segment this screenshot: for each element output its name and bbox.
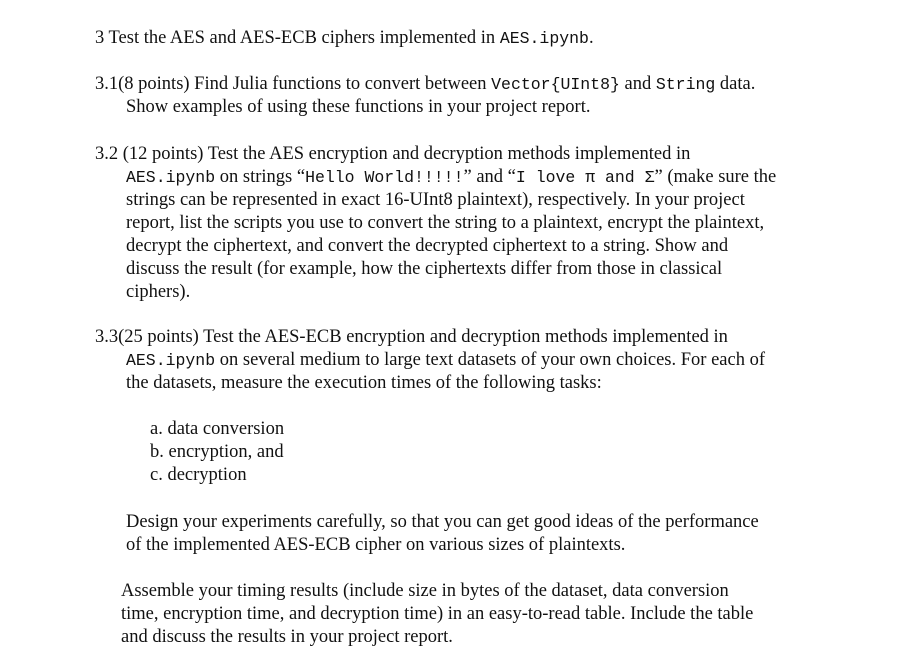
q32-line-5: decrypt the ciphertext, and convert the decrypted ciphertext to a string. Show and bbox=[126, 236, 729, 256]
heading-text: 3 Test the AES and AES-ECB ciphers implemented in bbox=[95, 28, 500, 48]
design-paragraph bbox=[126, 511, 759, 557]
assemble-line-2: time, encryption time, and decryption time) in an easy-to-read table. Include the table bbox=[121, 604, 754, 624]
q32-text-c: ” (make sure the bbox=[654, 167, 777, 187]
question-3-2 bbox=[95, 143, 776, 304]
q32-line-7: ciphers). bbox=[126, 282, 191, 302]
q33-line-1: 3.3(25 points) Test the AES-ECB encryption and decryption methods implemented in bbox=[95, 327, 728, 347]
q32-line-2 bbox=[95, 166, 776, 189]
q32-code-file: AES.ipynb bbox=[126, 168, 216, 187]
q31-line-2: Show examples of using these functions in your project report. bbox=[126, 97, 591, 117]
q31-text-c: data. bbox=[715, 74, 756, 94]
heading-filename: AES.ipynb bbox=[499, 29, 589, 48]
q33-text-a: on several medium to large text datasets of your own choices. For each of bbox=[215, 350, 765, 370]
task-item-a: a. data conversion bbox=[150, 419, 285, 439]
question-3-1 bbox=[95, 73, 755, 119]
q32-line-4: report, list the scripts you use to convert the string to a plaintext, encrypt the plaintext, bbox=[126, 213, 765, 233]
q31-text-a: 3.1(8 points) Find Julia functions to convert between bbox=[95, 74, 492, 94]
q32-line-3: strings can be represented in exact 16-UInt8 plaintext), respectively. In your project bbox=[126, 190, 745, 210]
q33-code-file: AES.ipynb bbox=[126, 351, 216, 370]
assemble-line-1: Assemble your timing results (include size in bytes of the dataset, data conversion bbox=[121, 581, 729, 601]
q31-text-b: and bbox=[619, 74, 656, 94]
assemble-paragraph bbox=[121, 580, 753, 649]
q33-line-3: the datasets, measure the execution times of the following tasks: bbox=[126, 373, 602, 393]
q31-code-vector: Vector{UInt8} bbox=[491, 75, 620, 94]
question-3-3 bbox=[95, 326, 765, 395]
design-line-1: Design your experiments carefully, so that you can get good ideas of the performance bbox=[126, 512, 759, 532]
assemble-line-3: and discuss the results in your project report. bbox=[121, 627, 453, 647]
task-item-c: c. decryption bbox=[150, 465, 247, 485]
task-list bbox=[150, 418, 284, 487]
q32-code-hello: Hello World!!!!! bbox=[305, 168, 464, 187]
design-line-2: of the implemented AES-ECB cipher on various sizes of plaintexts. bbox=[126, 535, 626, 555]
q32-line-6: discuss the result (for example, how the ciphertexts differ from those in classical bbox=[126, 259, 723, 279]
task-item-b: b. encryption, and bbox=[150, 442, 284, 462]
q32-line-1: 3.2 (12 points) Test the AES encryption and decryption methods implemented in bbox=[95, 144, 691, 164]
heading-period: . bbox=[588, 28, 594, 48]
q32-text-a: on strings “ bbox=[215, 167, 306, 187]
q32-code-love: I love π and Σ bbox=[515, 168, 655, 187]
q32-text-b: ” and “ bbox=[463, 167, 516, 187]
q31-code-string: String bbox=[655, 75, 716, 94]
q33-line-2 bbox=[95, 349, 765, 372]
section-heading bbox=[95, 27, 594, 50]
